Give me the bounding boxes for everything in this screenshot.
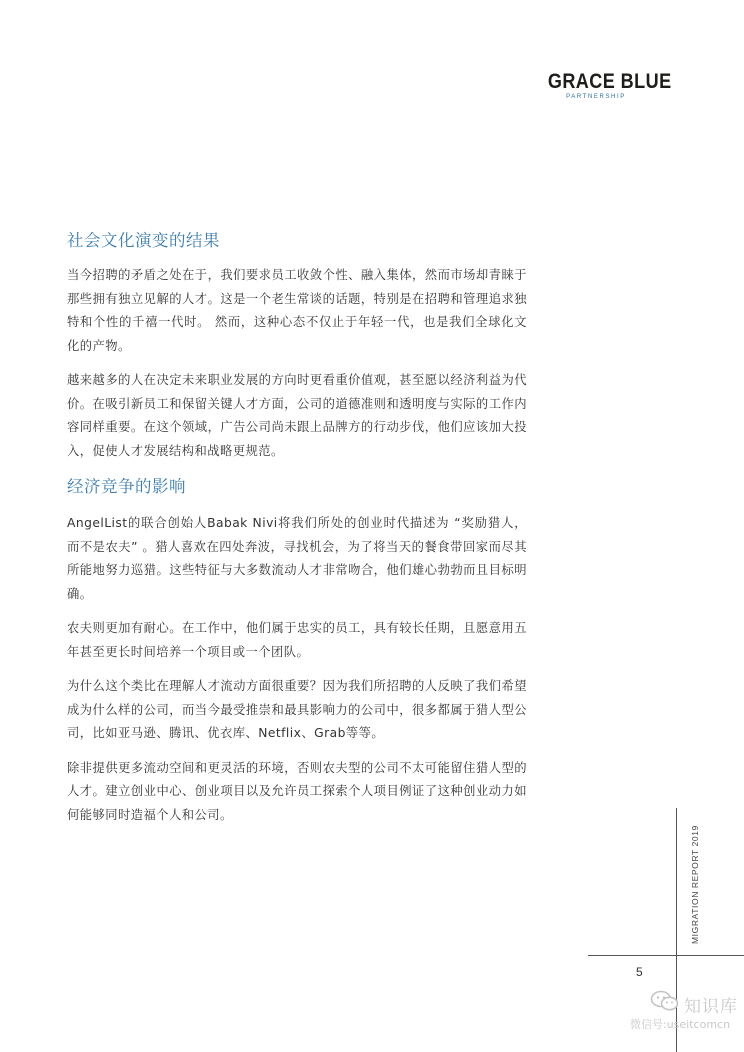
section-heading-social-culture: 社会文化演变的结果 — [67, 231, 220, 250]
watermark-title: 知识库 — [684, 997, 738, 1017]
section-heading-economic-competition: 经济竞争的影响 — [67, 477, 186, 496]
paragraph: AngelList的联合创始人Babak Nivi将我们所处的创业时代描述为 “奖励猎人，而不是农夫” 。猎人喜欢在四处奔波，寻找机会，为了将当天的餐食带回家而尽其所能地努力巡猎。这些特征与大多数流动人才非常吻合，他们雄心勃勃而且目标明确。 — [67, 516, 527, 601]
paragraph: 越来越多的人在决定未来职业发展的方向时更看重价值观，甚至愿以经济利益为代价。在吸引新员工和保留关键人才方面，公司的道德准则和透明度与实际的工作内容同样重要。在这个领域，广告公司尚未跟上品牌方的行动步伐，他们应该加大投入，促使人才发展结构和战略更规范。 — [67, 373, 527, 458]
page-number: 5 — [636, 965, 643, 979]
company-logo — [540, 70, 672, 100]
report-title-vertical: MIGRATION REPORT 2019 — [690, 825, 700, 944]
watermark-subtitle: 微信号:useitcomcn — [630, 1018, 731, 1031]
logo-tagline: PARTNERSHIP — [566, 94, 626, 100]
logo-wordmark: GRACE BLUE — [547, 70, 672, 93]
paragraph: 当今招聘的矛盾之处在于，我们要求员工收敛个性、融入集体，然而市场却青睐于那些拥有独立见解的人才。这是一个老生常谈的话题，特别是在招聘和管理追求独特和个性的千禧一代时。 然而，这种心态不仅止于年轻一代，也是我们全球化文化的产物。 — [67, 268, 527, 353]
footer-horizontal-divider — [588, 955, 744, 956]
article-body — [67, 228, 527, 838]
wechat-icon — [650, 990, 680, 1012]
paragraph: 农夫则更加有耐心。在工作中，他们属于忠实的员工，具有较长任期，且愿意用五年甚至更长时间培养一个项目或一个团队。 — [67, 621, 527, 659]
paragraph: 除非提供更多流动空间和更灵活的环境，否则农夫型的公司不太可能留住猎人型的人才。建立创业中心、创业项目以及允许员工探索个人项目例证了这种创业动力如何能够同时造福个人和公司。 — [67, 760, 527, 822]
paragraph: 为什么这个类比在理解人才流动方面很重要？因为我们所招聘的人反映了我们希望成为什么样的公司，而当今最受推崇和最具影响力的公司中，很多都属于猎人型公司，比如亚马逊、腾讯、优衣库、Netflix、Grab等等。 — [67, 679, 527, 740]
